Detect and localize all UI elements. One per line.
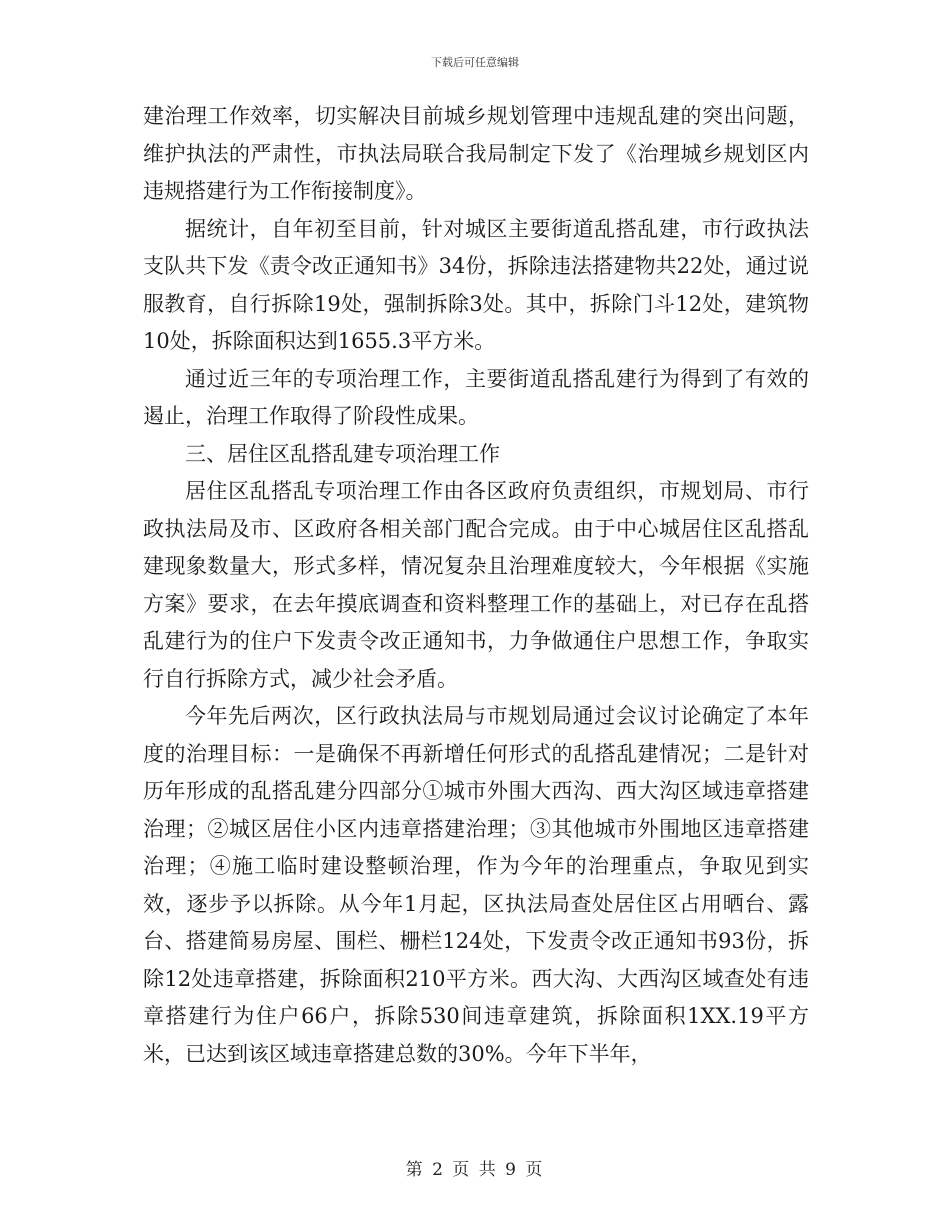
paragraph-3: 通过近三年的专项治理工作，主要街道乱搭乱建行为得到了有效的遏止，治理工作取得了阶段性成果。 [143, 366, 809, 428]
paragraph-1: 建治理工作效率，切实解决目前城乡规划管理中违规乱建的突出问题，维护执法的严肃性，市执法局联合我局制定下发了《治理城乡规划区内违规搭建行为工作衔接制度》。 [143, 104, 809, 203]
page-number-footer: 第 2 页 共 9 页 [405, 1160, 545, 1180]
page-header-note: 下载后可任意编辑 [431, 56, 519, 69]
document-body [143, 98, 809, 1073]
paragraph-2: 据统计，自年初至目前，针对城区主要街道乱搭乱建，市行政执法支队共下发《责令改正通知书》34份，拆除违法搭建物共22处，通过说服教育，自行拆除19处，强制拆除3处。其中，拆除门斗12处，建筑物10处，拆除面积达到1655.3平方米。 [143, 216, 809, 353]
section-heading-3: 三、居住区乱搭乱建专项治理工作 [185, 441, 500, 466]
paragraph-5: 今年先后两次，区行政执法局与市规划局通过会议讨论确定了本年度的治理目标：一是确保不再新增任何形式的乱搭乱建情况；二是针对历年形成的乱搭乱建分四部分①城市外围大西沟、西大沟区域违章搭建治理；②城区居住小区内违章搭建治理；③其他城市外围地区违章搭建治理；④施工临时建设整顿治理，作为今年的治理重点，争取见到实效，逐步予以拆除。从今年1月起，区执法局查处居住区占用晒台、露台、搭建简易房屋、围栏、栅栏124处，下发责令改正通知书93份，拆除12处违章搭建，拆除面积210平方米。西大沟、大西沟区域查处有违章搭建行为住户66户，拆除530间违章建筑，拆除面积1XX.19平方米，已达到该区域违章搭建总数的30%。今年下半年， [143, 704, 809, 1066]
paragraph-4: 居住区乱搭乱专项治理工作由各区政府负责组织，市规划局、市行政执法局及市、区政府各相关部门配合完成。由于中心城居住区乱搭乱建现象数量大，形式多样，情况复杂且治理难度较大，今年根据《实施方案》要求，在去年摸底调查和资料整理工作的基础上，对已存在乱搭乱建行为的住户下发责令改正通知书，力争做通住户思想工作，争取实行自行拆除方式，减少社会矛盾。 [143, 479, 809, 691]
